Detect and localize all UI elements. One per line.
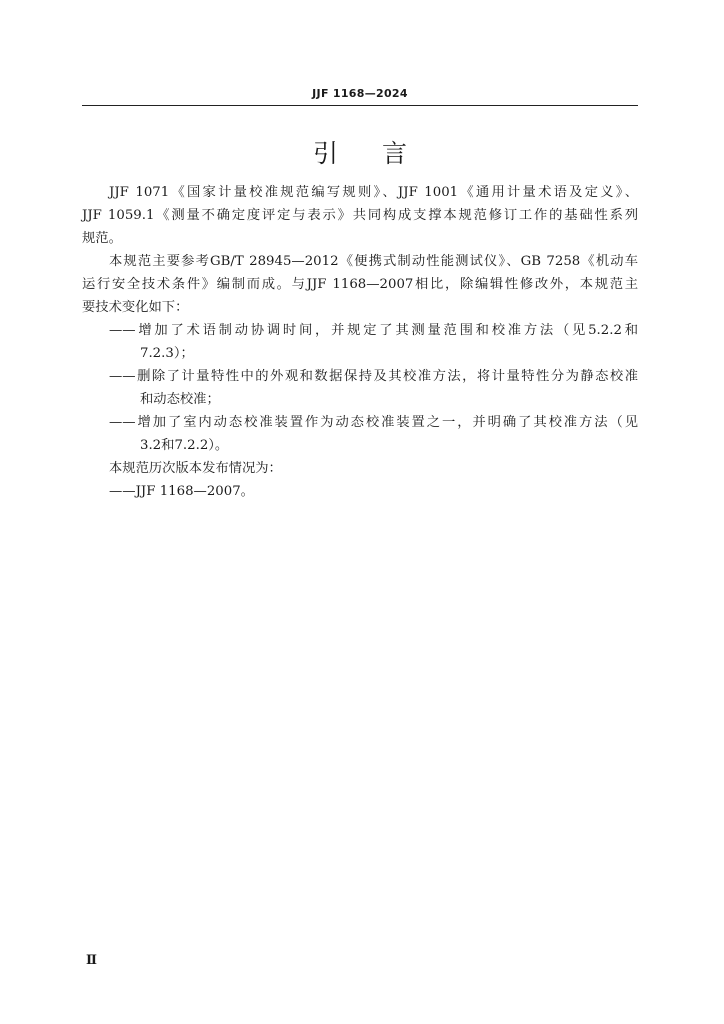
list-item-continuation: 3.2和7.2.2）。	[140, 438, 229, 453]
body-line: 运行安全技术条件》编制而成。与JJF 1168—2007相比，除编辑性修改外，本规范主	[82, 277, 638, 292]
list-item: ——增加了术语制动协调时间，并规定了其测量范围和校准方法（见5.2.2和	[109, 323, 638, 338]
body-line: 本规范历次版本发布情况为：	[109, 461, 282, 476]
header-rule	[82, 105, 638, 106]
body-line: JJF 1059.1《测量不确定度评定与表示》共同构成支撑本规范修订工作的基础性系列	[82, 208, 638, 223]
header-doc-number: JJF 1168—2024	[312, 87, 408, 100]
body-line: 本规范主要参考GB/T 28945—2012《便携式制动性能测试仪》、GB 7258《机动车	[109, 254, 638, 269]
page-title: 引言	[312, 139, 451, 168]
page-number: Ⅱ	[86, 953, 97, 968]
list-item-continuation: 7.2.3）；	[140, 346, 194, 361]
list-item: ——JJF 1168—2007。	[109, 484, 254, 499]
body-line: 规范。	[82, 231, 122, 246]
document-body	[82, 181, 638, 503]
list-item: ——删除了计量特性中的外观和数据保持及其校准方法，将计量特性分为静态校准	[109, 369, 638, 384]
list-item-continuation: 和动态校准；	[140, 392, 220, 407]
body-line: 要技术变化如下：	[82, 300, 189, 315]
body-line: JJF 1071《国家计量校准规范编写规则》、JJF 1001《通用计量术语及定义》、	[109, 185, 638, 200]
list-item: ——增加了室内动态校准装置作为动态校准装置之一，并明确了其校准方法（见	[109, 415, 638, 430]
